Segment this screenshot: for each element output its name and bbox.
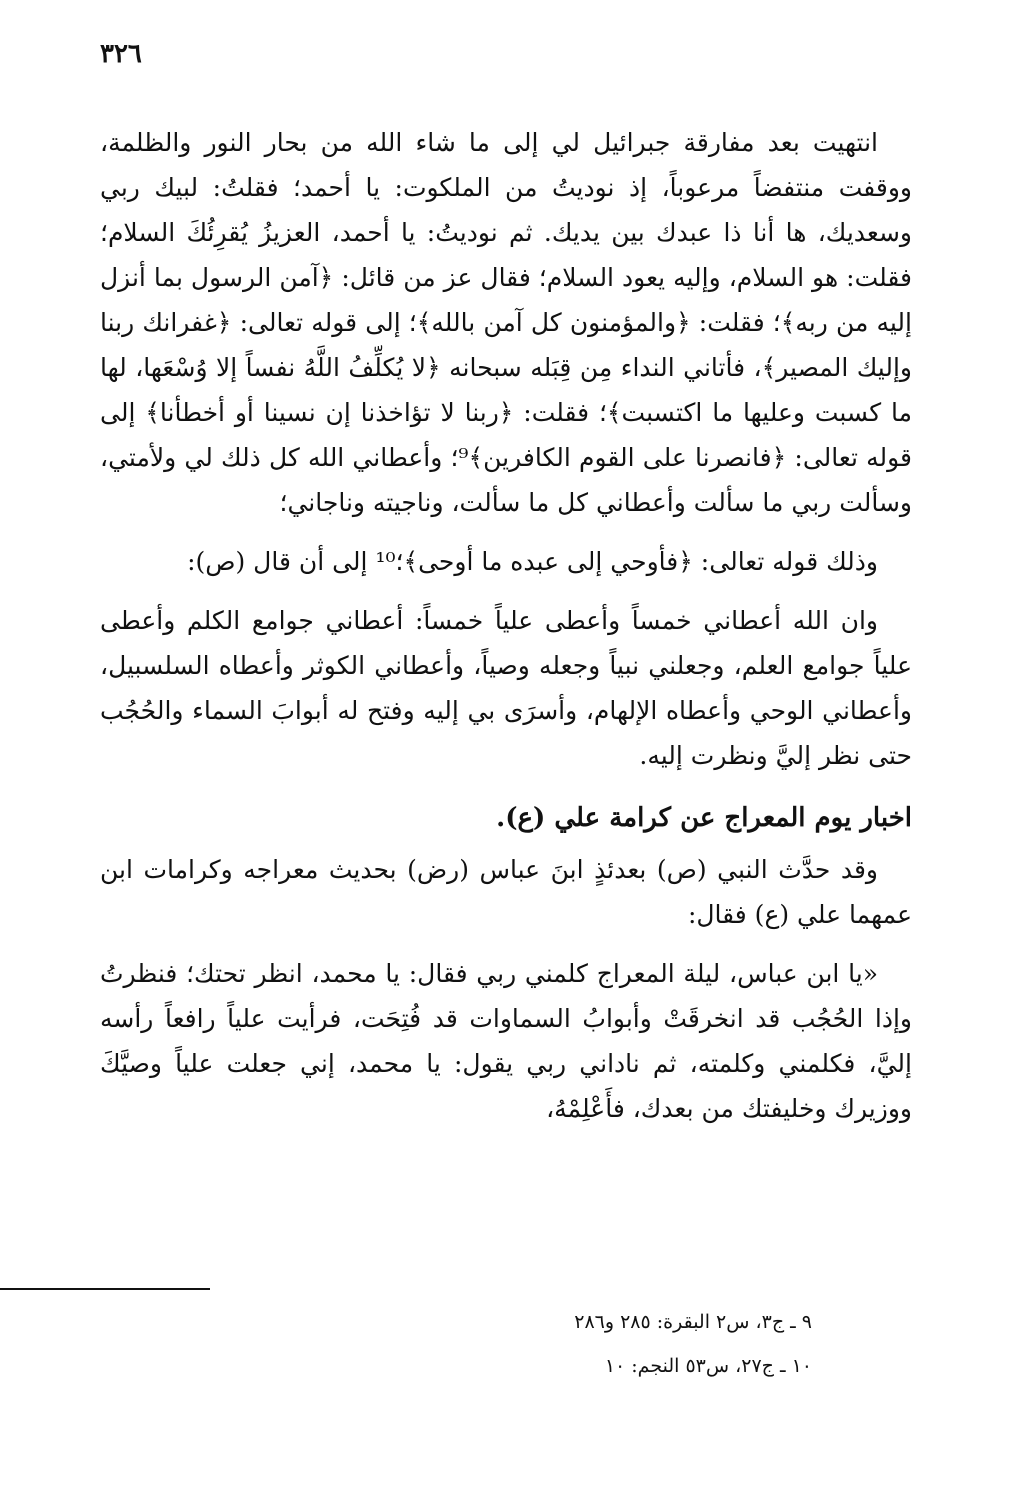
- paragraph-five-gifts: وان الله أعطاني خمساً وأعطى علياً خمساً: أعطاني جوامع الكلم وأعطى علياً جوامع العلم، وجعلني نبياً وجعله وصياً، وأعطاني الكوثر وأعطاه السلسبيل، وأعطاني الوحي وأعطاه الإلهام، وأسرَى بي إليه وفتح له أبوابَ السماء والحُجُب حتى نظر إليَّ ونظرت إليه.: [100, 606, 912, 770]
- section-heading: اخبار يوم المعراج عن كرامة علي (ع).: [496, 803, 912, 833]
- paragraph-ibn-abbas-quote: «يا ابن عباس، ليلة المعراج كلمني ربي فقال: يا محمد، انظر تحتك؛ فنظرتُ وإذا الحُجُب قد انخرقَتْ وأبوابُ السماوات قد فُتِحَت، فرأيت علياً رافعاً رأسه إليَّ، فكلمني وكلمته، ثم ناداني ربي يقول: يا محمد، إني جعلت علياً وصيَّكَ ووزيرك وخليفتك من بعدك، فأَعْلِمْهُ،: [100, 959, 912, 1123]
- footnote-10: ١٠ ـ ج٢٧، س٥٣ النجم: ١٠: [604, 1355, 812, 1377]
- footnote-9: ٩ ـ ج٣، س٢ البقرة: ٢٨٥ و٢٨٦: [574, 1311, 812, 1333]
- paragraph-ascension-narrative: انتهيت بعد مفارقة جبرائيل لي إلى ما شاء الله من بحار النور والظلمة، ووقفت منتفضاً مرعوباً، إذ نوديتُ من الملكوت: يا أحمد؛ فقلتُ: لبيك ربي وسعديك، ها أنا ذا عبدك بين يديك. ثم نوديتُ: يا أحمد، العزيزُ يُقرِئُكَ السلام؛ فقلت: هو السلام، وإليه يعود السلام؛ فقال عز من قائل: ﴿آمن الرسول بما أنزل إليه من ربه﴾؛ فقلت: ﴿والمؤمنون كل آمن بالله﴾؛ إلى قوله تعالى: ﴿غفرانك ربنا وإليك المصير﴾، فأتاني النداء مِن قِبَله سبحانه ﴿لا يُكلِّفُ اللَّهُ نفساً إلا وُسْعَها، لها ما كسبت وعليها ما اكتسبت﴾؛ فقلت: ﴿ربنا لا تؤاخذنا إن نسينا أو أخطأنا﴾ إلى قوله تعالى: ﴿فانصرنا على القوم الكافرين﴾⁹؛ وأعطاني الله كل ذلك لي ولأمتي، وسألت ربي ما سألت وأعطاني كل ما سألت، وناجيته وناجاني؛: [100, 128, 912, 517]
- book-page: [100, 30, 912, 1460]
- footnote-divider: [0, 1288, 210, 1290]
- footnotes: [0, 1300, 812, 1388]
- paragraph-ibn-abbas-intro: وقد حدَّث النبي (ص) بعدئذٍ ابنَ عباس (رض) بحديث معراجه وكرامات ابن عمهما علي (ع) فقال:: [100, 855, 912, 929]
- page-number: ٣٢٦: [100, 39, 142, 69]
- paragraph-revelation-verse: وذلك قوله تعالى: ﴿فأوحي إلى عبده ما أوحى﴾؛¹⁰ إلى أن قال (ص):: [187, 547, 878, 576]
